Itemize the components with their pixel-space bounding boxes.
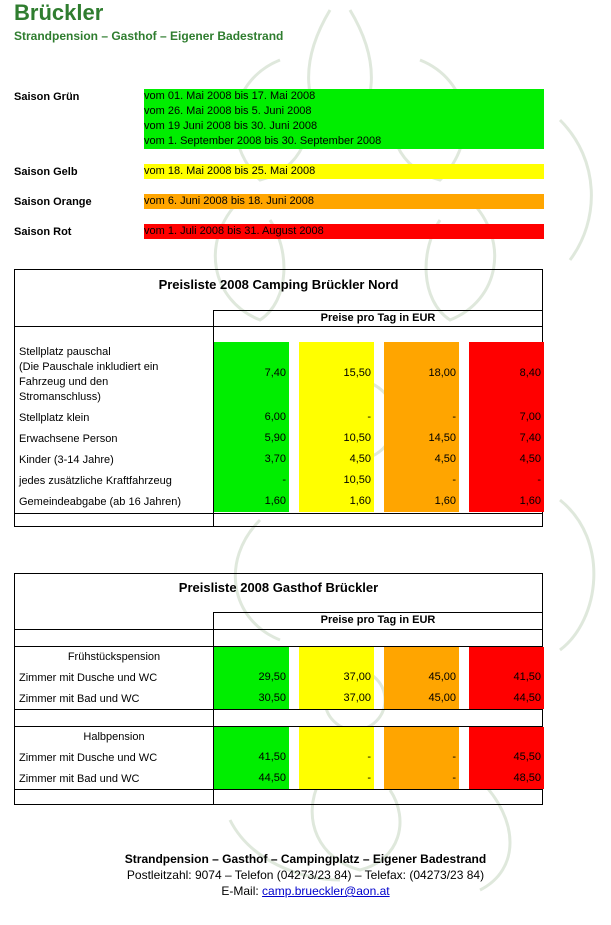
season-yellow-label: Saison Gelb <box>14 166 78 178</box>
label-line: Stellplatz pauschal <box>19 346 111 358</box>
season-yellow-dates <box>144 164 544 179</box>
price-cell: 30,50 <box>258 692 286 704</box>
price-cell: 7,00 <box>519 411 541 423</box>
gasthof-table-title: Preisliste 2008 Gasthof Brückler <box>178 580 379 595</box>
price-cell: 45,00 <box>428 671 456 683</box>
camping-row-label: Erwachsene Person <box>19 433 118 445</box>
price-cell: 10,50 <box>343 474 371 486</box>
divider <box>15 629 543 630</box>
price-cell: 4,50 <box>434 453 456 465</box>
label-line: (Die Pauschale inkludiert ein <box>19 361 159 373</box>
price-cell: 10,50 <box>343 432 371 444</box>
divider <box>15 709 543 710</box>
price-cell: - <box>367 411 371 423</box>
price-cell: 44,50 <box>258 772 286 784</box>
season-red-dates <box>144 224 544 239</box>
price-cell: 48,50 <box>513 772 541 784</box>
divider <box>213 612 543 613</box>
camping-price-table <box>14 269 543 527</box>
price-cell: 41,50 <box>513 671 541 683</box>
season-red-label: Saison Rot <box>14 226 72 238</box>
price-cell: 7,40 <box>519 432 541 444</box>
camping-row-label: jedes zusätzliche Kraftfahrzeug <box>19 475 172 487</box>
gasthof-row-label: Zimmer mit Bad und WC <box>19 773 140 785</box>
gasthof-row-label: Zimmer mit Bad und WC <box>19 693 140 705</box>
camping-row-label: Kinder (3-14 Jahre) <box>19 454 114 466</box>
gasthof-price-subheader: Preise pro Tag in EUR <box>320 614 436 626</box>
price-cell: 1,60 <box>264 495 286 507</box>
camping-row-label <box>19 345 158 405</box>
price-cell: 7,40 <box>264 367 286 379</box>
price-cell: 18,00 <box>428 367 456 379</box>
email-label: E-Mail: <box>221 884 259 898</box>
price-cell: - <box>452 751 456 763</box>
season-date: vom 6. Juni 2008 bis 18. Juni 2008 <box>144 195 315 207</box>
price-cell: - <box>452 411 456 423</box>
footer-contact: Postleitzahl: 9074 – Telefon (04273/23 84) – Telefax: (04273/23 84) <box>126 868 485 882</box>
season-date: vom 18. Mai 2008 bis 25. Mai 2008 <box>144 165 316 177</box>
footer-email-line <box>0 884 611 898</box>
price-cell: 29,50 <box>258 671 286 683</box>
price-cell: 45,50 <box>513 751 541 763</box>
season-green-label: Saison Grün <box>14 91 80 103</box>
price-cell: 8,40 <box>519 367 541 379</box>
season-date: vom 1. Juli 2008 bis 31. August 2008 <box>144 225 324 237</box>
divider <box>213 310 543 311</box>
price-cell: 41,50 <box>258 751 286 763</box>
price-cell: - <box>452 772 456 784</box>
email-link[interactable]: camp.brueckler@aon.at <box>262 884 390 898</box>
price-cell: 1,60 <box>349 495 371 507</box>
season-green-dates <box>144 89 544 149</box>
camping-price-subheader: Preise pro Tag in EUR <box>320 312 436 324</box>
camping-row-label: Gemeindeabgabe (ab 16 Jahren) <box>19 496 182 508</box>
section-heading-fruehstueck: Frühstückspension <box>67 651 161 663</box>
price-cell: 3,70 <box>264 453 286 465</box>
season-date: vom 1. September 2008 bis 30. September 2008 <box>144 135 382 147</box>
season-date: vom 01. Mai 2008 bis 17. Mai 2008 <box>144 90 316 102</box>
gasthof-price-table <box>14 573 543 805</box>
brand-subtitle: Strandpension – Gasthof – Eigener Badestrand <box>14 29 284 43</box>
price-cell: 5,90 <box>264 432 286 444</box>
season-date: vom 19 Juni 2008 bis 30. Juni 2008 <box>144 120 318 132</box>
camping-table-title: Preisliste 2008 Camping Brückler Nord <box>158 277 399 292</box>
season-date: vom 26. Mai 2008 bis 5. Juni 2008 <box>144 105 312 117</box>
section-heading-halbpension: Halbpension <box>83 731 145 743</box>
price-cell: 44,50 <box>513 692 541 704</box>
price-cell: 6,00 <box>264 411 286 423</box>
price-cell: 37,00 <box>343 671 371 683</box>
price-cell: 4,50 <box>349 453 371 465</box>
price-cell: 1,60 <box>519 495 541 507</box>
footer-tagline: Strandpension – Gasthof – Campingplatz – Eigener Badestrand <box>124 852 487 866</box>
price-cell: 15,50 <box>343 367 371 379</box>
price-cell: - <box>452 474 456 486</box>
label-line: Stromanschluss) <box>19 391 101 403</box>
gasthof-row-label: Zimmer mit Dusche und WC <box>19 752 158 764</box>
price-cell: 4,50 <box>519 453 541 465</box>
label-line: Fahrzeug und den <box>19 376 109 388</box>
season-orange-label: Saison Orange <box>14 196 92 208</box>
season-orange-dates <box>144 194 544 209</box>
price-cell: 1,60 <box>434 495 456 507</box>
price-cell: - <box>282 474 286 486</box>
divider <box>15 513 543 514</box>
price-cell: 14,50 <box>428 432 456 444</box>
price-cell: - <box>367 772 371 784</box>
camping-row-label: Stellplatz klein <box>19 412 90 424</box>
divider <box>15 789 543 790</box>
price-cell: - <box>367 751 371 763</box>
gasthof-row-label: Zimmer mit Dusche und WC <box>19 672 158 684</box>
price-cell: 45,00 <box>428 692 456 704</box>
price-cell: - <box>537 474 541 486</box>
price-cell: 37,00 <box>343 692 371 704</box>
brand-title: Brückler <box>14 0 104 25</box>
divider <box>15 326 543 327</box>
